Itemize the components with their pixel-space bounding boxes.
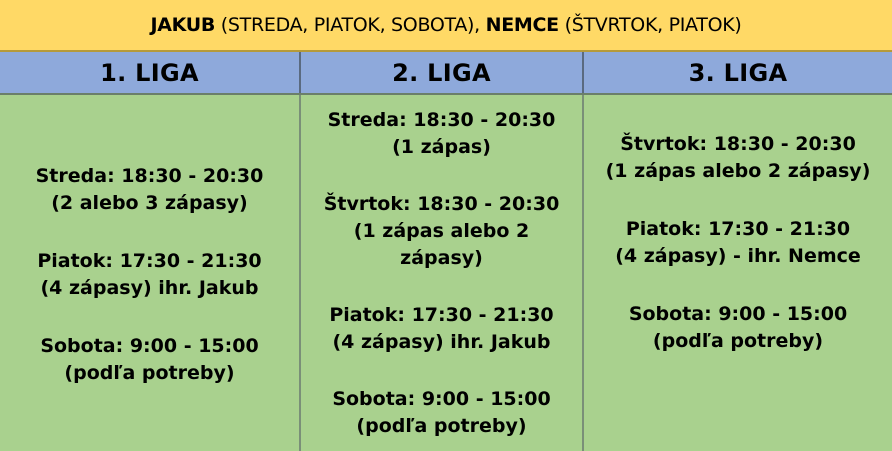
column-liga-1 [0,95,301,451]
title-days-jakub: (STREDA, PIATOK, SOBOTA), [215,14,486,36]
header-liga-1: 1. LIGA [0,52,301,93]
schedule-entry [606,131,871,185]
schedule-entry [37,248,261,302]
schedule-entry [629,301,847,355]
entry-line: Streda: 18:30 - 20:30 [35,165,264,187]
column-liga-3 [584,95,892,451]
title-name-nemce: NEMCE [485,14,559,36]
entry-line: (podľa potreby) [64,362,235,384]
schedule-entry [40,333,258,387]
entry-line: Streda: 18:30 - 20:30 [327,109,556,131]
entry-line: (1 zápas) [392,136,491,158]
entry-line: (1 zápas alebo 2 [353,220,530,242]
column-liga-2 [301,95,584,451]
entry-line: Štvrtok: 18:30 - 20:30 [620,133,856,155]
header-liga-3: 3. LIGA [688,58,788,87]
schedule-entry [328,107,556,161]
schedule-entry [329,302,553,356]
schedule-body [0,95,892,451]
entry-line: (4 zápasy) ihr. Jakub [40,277,259,299]
entry-line: Piatok: 17:30 - 21:30 [329,304,554,326]
entry-line: Piatok: 17:30 - 21:30 [625,218,851,240]
league-header-row [0,52,892,95]
schedule-entry [332,386,550,440]
entry-line: Štvrtok: 18:30 - 20:30 [323,193,560,215]
entry-line: Sobota: 9:00 - 15:00 [628,303,848,325]
entry-line: (4 zápasy) - ihr. Nemce [615,245,861,267]
schedule-title [0,0,892,52]
entry-line: (2 alebo 3 zápasy) [51,192,248,214]
schedule-entry [324,191,560,272]
entry-line: zápasy) [400,247,483,269]
entry-line: Sobota: 9:00 - 15:00 [40,335,259,357]
entry-line: (podľa potreby) [356,415,527,437]
entry-line: (podľa potreby) [652,330,824,352]
title-days-nemce: (ŠTVRTOK, PIATOK) [558,14,742,36]
schedule-entry [36,163,264,217]
entry-line: (1 zápas alebo 2 zápasy) [605,160,871,182]
entry-line: Piatok: 17:30 - 21:30 [37,250,262,272]
entry-line: Sobota: 9:00 - 15:00 [332,388,551,410]
title-name-jakub: JAKUB [150,14,216,36]
schedule-entry [615,216,861,270]
entry-line: (4 zápasy) ihr. Jakub [332,331,551,353]
header-liga-2: 2. LIGA [301,52,584,93]
